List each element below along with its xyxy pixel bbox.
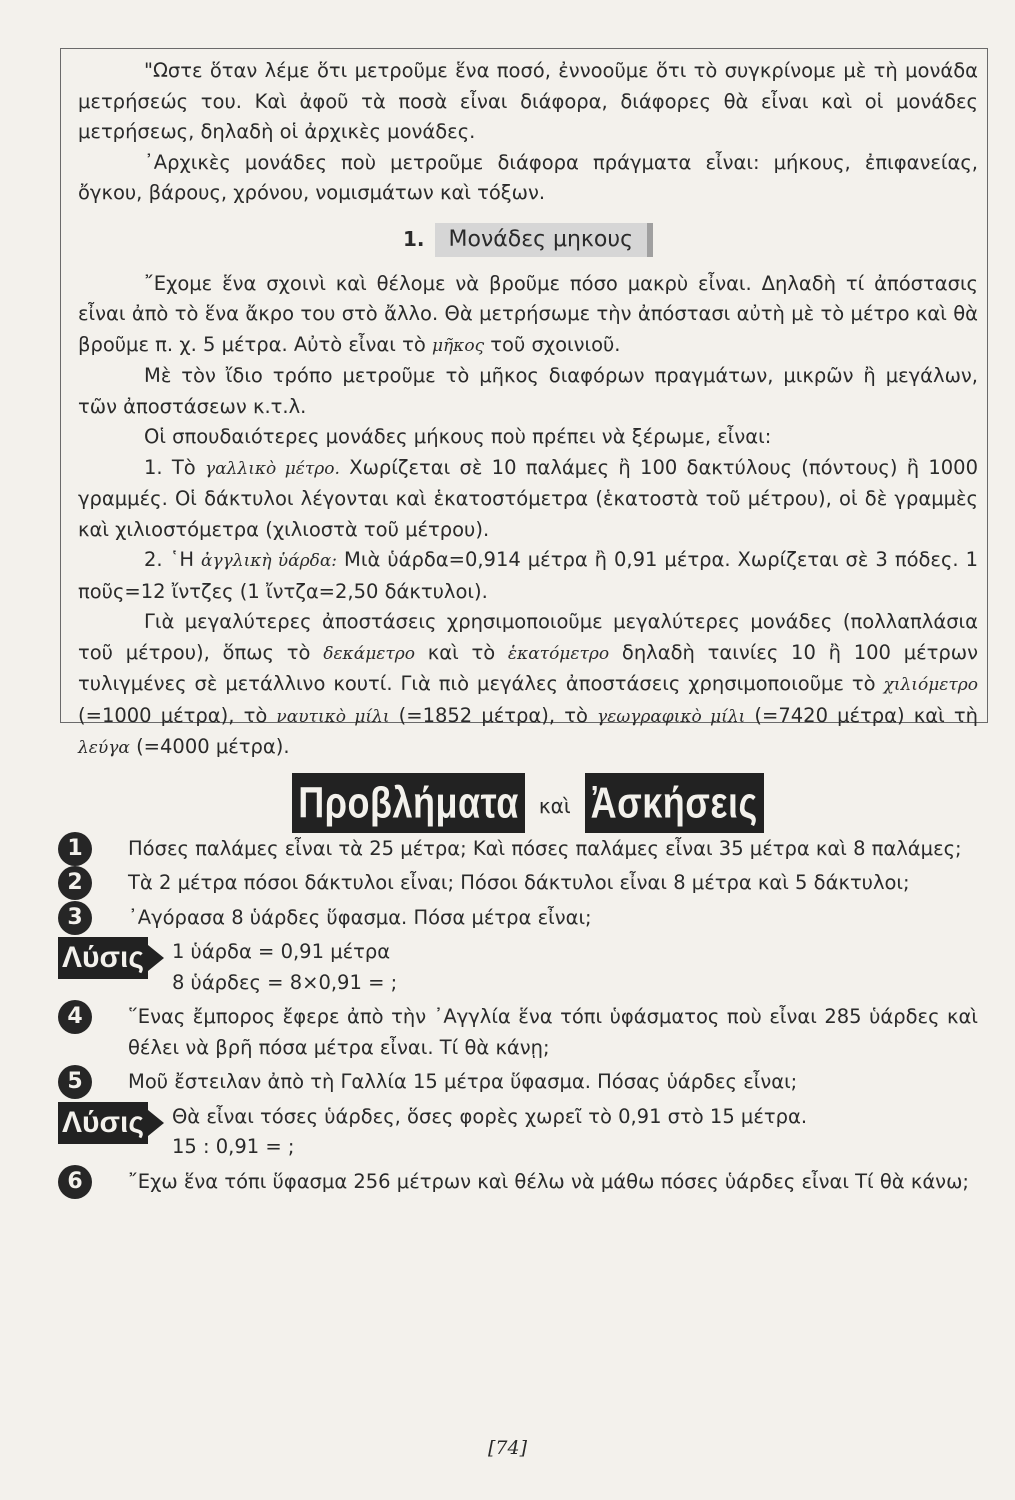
body-p6-text-g: (=4000 μέτρα). — [136, 735, 290, 758]
body-p4-italic: γαλλικὸ μέτρο. — [205, 458, 340, 479]
banner-exercises: Ἀσκήσεις — [585, 773, 764, 833]
banner-and: καὶ — [538, 794, 571, 818]
body-p1-italic: μῆκος — [431, 335, 485, 356]
body-p6-text-f: (=7420 μέτρα) καὶ τὴ — [754, 703, 978, 727]
body-p1-text-b: τοῦ σχοινιοῦ. — [490, 332, 621, 356]
body-paragraph-2: Μὲ τὸν ἴδιο τρόπο μετροῦμε τὸ μῆκος διαφόρων πραγμάτων, μικρῶν ἢ μεγάλων, τῶν ἀποστάσεων κ.τ.λ. — [78, 364, 978, 418]
problem-text: Πόσες παλάμες εἶναι τὰ 25 μέτρα; Καὶ πόσες παλάμες εἶναι 35 μέτρα καὶ 8 παλάμες; — [128, 836, 962, 860]
body-paragraph-5 — [78, 545, 978, 607]
solution-3-line-2: 8 ὑάρδες = 8×0,91 = ; — [171, 970, 398, 994]
body-paragraph-4 — [78, 453, 978, 546]
body-p5-italic: ἀγγλικὴ ὑάρδα: — [201, 551, 338, 571]
problem-number-badge: 1 — [58, 832, 92, 866]
problem-6 — [67, 1167, 978, 1198]
solution-5-line-2: 15 : 0,91 = ; — [171, 1135, 295, 1158]
body-paragraph-1 — [78, 269, 978, 362]
problem-text: Τὰ 2 μέτρα πόσοι δάκτυλοι εἶναι; Πόσοι δάκτυλοι εἶναι 8 μέτρα καὶ 5 δάκτυλοι; — [128, 871, 910, 894]
problem-2 — [67, 868, 978, 899]
body-p4-text-b: Χωρίζεται σὲ 10 παλάμες ἢ 100 δακτύλους (πόντους) ἢ 1000 γραμμές. Οἱ δάκτυλοι λέγονται καὶ ἑκατοστόμετρα (ἑκατοστὰ τοῦ μέτρου), οἱ δὲ γραμμὲς καὶ χιλιοστόμετρα (χιλιοστὰ τοῦ μέτρου). — [78, 455, 978, 541]
solution-5-line-1: Θὰ εἶναι τόσες ὑάρδες, ὅσες φορὲς χωρεῖ τὸ 0,91 στὸ 15 μέτρα. — [171, 1104, 808, 1128]
body-p4-text-a: 1. Τὸ — [144, 455, 196, 479]
body-p6-italic-2: ἑκατόμετρο — [507, 643, 610, 664]
body-p6-italic-5: γεωγραφικὸ μίλι — [597, 706, 746, 727]
section-number: 1. — [402, 227, 425, 252]
body-paragraph-3: Οἱ σπουδαιότερες μονάδες μήκους ποὺ πρέπει νὰ ξέρωμε, εἶναι: — [144, 425, 772, 448]
body-p6-text-a: Γιὰ μεγαλύτερες ἀποστάσεις χρησιμοποιοῦμε μεγαλύτερες μονάδες (πολλαπλάσια τοῦ μέτρου), ὅπως τὸ — [78, 610, 978, 664]
body-p6-italic-3: χιλιόμετρο — [883, 675, 979, 695]
problem-text: ῎Εχω ἕνα τόπι ὕφασμα 256 μέτρων καὶ θέλω νὰ μάθω πόσες ὑάρδες εἶναι Τί θὰ κάνω; — [128, 1169, 969, 1193]
problem-number-badge: 3 — [58, 901, 92, 935]
problem-number-badge: 5 — [58, 1065, 92, 1099]
problem-number-badge: 2 — [58, 866, 92, 900]
solution-label: Λύσις — [58, 937, 148, 979]
section-title: Μονάδες μηκους — [435, 223, 654, 257]
body-p6-italic-6: λεύγα — [78, 738, 130, 758]
section-heading — [78, 223, 978, 257]
problem-text: Μοῦ ἔστειλαν ἀπὸ τὴ Γαλλία 15 μέτρα ὕφασμα. Πόσας ὑάρδες εἶναι; — [128, 1070, 798, 1093]
solution-3-line-1: 1 ὑάρδα = 0,91 μέτρα — [171, 940, 391, 963]
body-p6-italic-1: δεκάμετρο — [323, 643, 415, 664]
body-paragraph-6 — [78, 607, 978, 764]
problem-5 — [67, 1067, 978, 1098]
page-number: [74] — [487, 1437, 527, 1459]
problem-number-badge: 6 — [58, 1165, 92, 1199]
solution-lines — [152, 1102, 807, 1163]
body-p1-text-a: ῎Εχομε ἕνα σχοινὶ καὶ θέλομε νὰ βροῦμε πόσο μακρὺ εἶναι. Δηλαδὴ τί ἀπόστασις εἶναι ἀπὸ τὸ ἕνα ἄκρο του στὸ ἄλλο. Θὰ μετρήσωμε τὴν ἀπόστασι αὐτὴ μὲ τὸ μέτρο καὶ θὰ βροῦμε π. χ. 5 μέτρα. Αὐτὸ εἶναι τὸ — [78, 271, 978, 356]
body-p5-text-a: 2. ῾Η — [144, 548, 195, 571]
solution-lines — [152, 937, 397, 998]
solution-3 — [58, 937, 978, 998]
solution-label: Λύσις — [58, 1102, 148, 1144]
body-p6-text-d: (=1000 μέτρα), τὸ — [78, 703, 268, 727]
page-content — [62, 56, 979, 1197]
solution-5 — [58, 1102, 978, 1163]
body-p6-text-b: καὶ τὸ — [427, 640, 496, 664]
problem-text: ᾿Αγόρασα 8 ὑάρδες ὕφασμα. Πόσα μέτρα εἶναι; — [128, 905, 592, 929]
problems-banner — [78, 778, 978, 828]
body-p6-text-e: (=1852 μέτρα), τὸ — [398, 703, 588, 727]
body-p5-text-b: Μιὰ ὑάρδα=0,914 μέτρα ἢ 0,91 μέτρα. Χωρίζεται σὲ 3 πόδες. 1 ποῦς=12 ἴντζες (1 ἴντζα=2,50 δάκτυλοι). — [78, 548, 979, 603]
problem-4 — [67, 1002, 978, 1063]
problem-text: ῞Ενας ἔμπορος ἔφερε ἀπὸ τὴν ᾿Αγγλία ἕνα τόπι ὑφάσματος ποὺ εἶναι 285 ὑάρδες καὶ θέλει νὰ βρῆ πόσα μέτρα εἶναι. Τί θὰ κάνῃ; — [128, 1005, 978, 1059]
intro-paragraph-2: ᾿Αρχικὲς μονάδες ποὺ μετροῦμε διάφορα πράγματα εἶναι: μήκους, ἐπιφανείας, ὄγκου, βάρους, χρόνου, νομισμάτων καὶ τόξων. — [78, 150, 978, 204]
body-p6-text-c: δηλαδὴ ταινίες 10 ἢ 100 μέτρων τυλιγμένες σὲ μετάλλινο κουτί. Γιὰ πιὸ μεγάλες ἀποστάσεις χρησιμοποιοῦμε τὸ — [78, 640, 979, 695]
banner-problems: Προβλήματα — [292, 773, 525, 833]
intro-paragraph-1: "Ωστε ὅταν λέμε ὅτι μετροῦμε ἕνα ποσό, ἐννοοῦμε ὅτι τὸ συγκρίνομε μὲ τὴ μονάδα μετρήσεώς του. Καὶ ἀφοῦ τὰ ποσὰ εἶναι διάφορα, διάφορες θὰ εἶναι καὶ οἱ μονάδες μετρήσεως, δηλαδὴ οἱ ἀρχικὲς μονάδες. — [78, 59, 978, 143]
problem-number-badge: 4 — [58, 1000, 92, 1034]
body-p6-italic-4: ναυτικὸ μίλι — [276, 706, 390, 727]
problem-3 — [67, 903, 978, 934]
problem-1 — [67, 834, 978, 865]
